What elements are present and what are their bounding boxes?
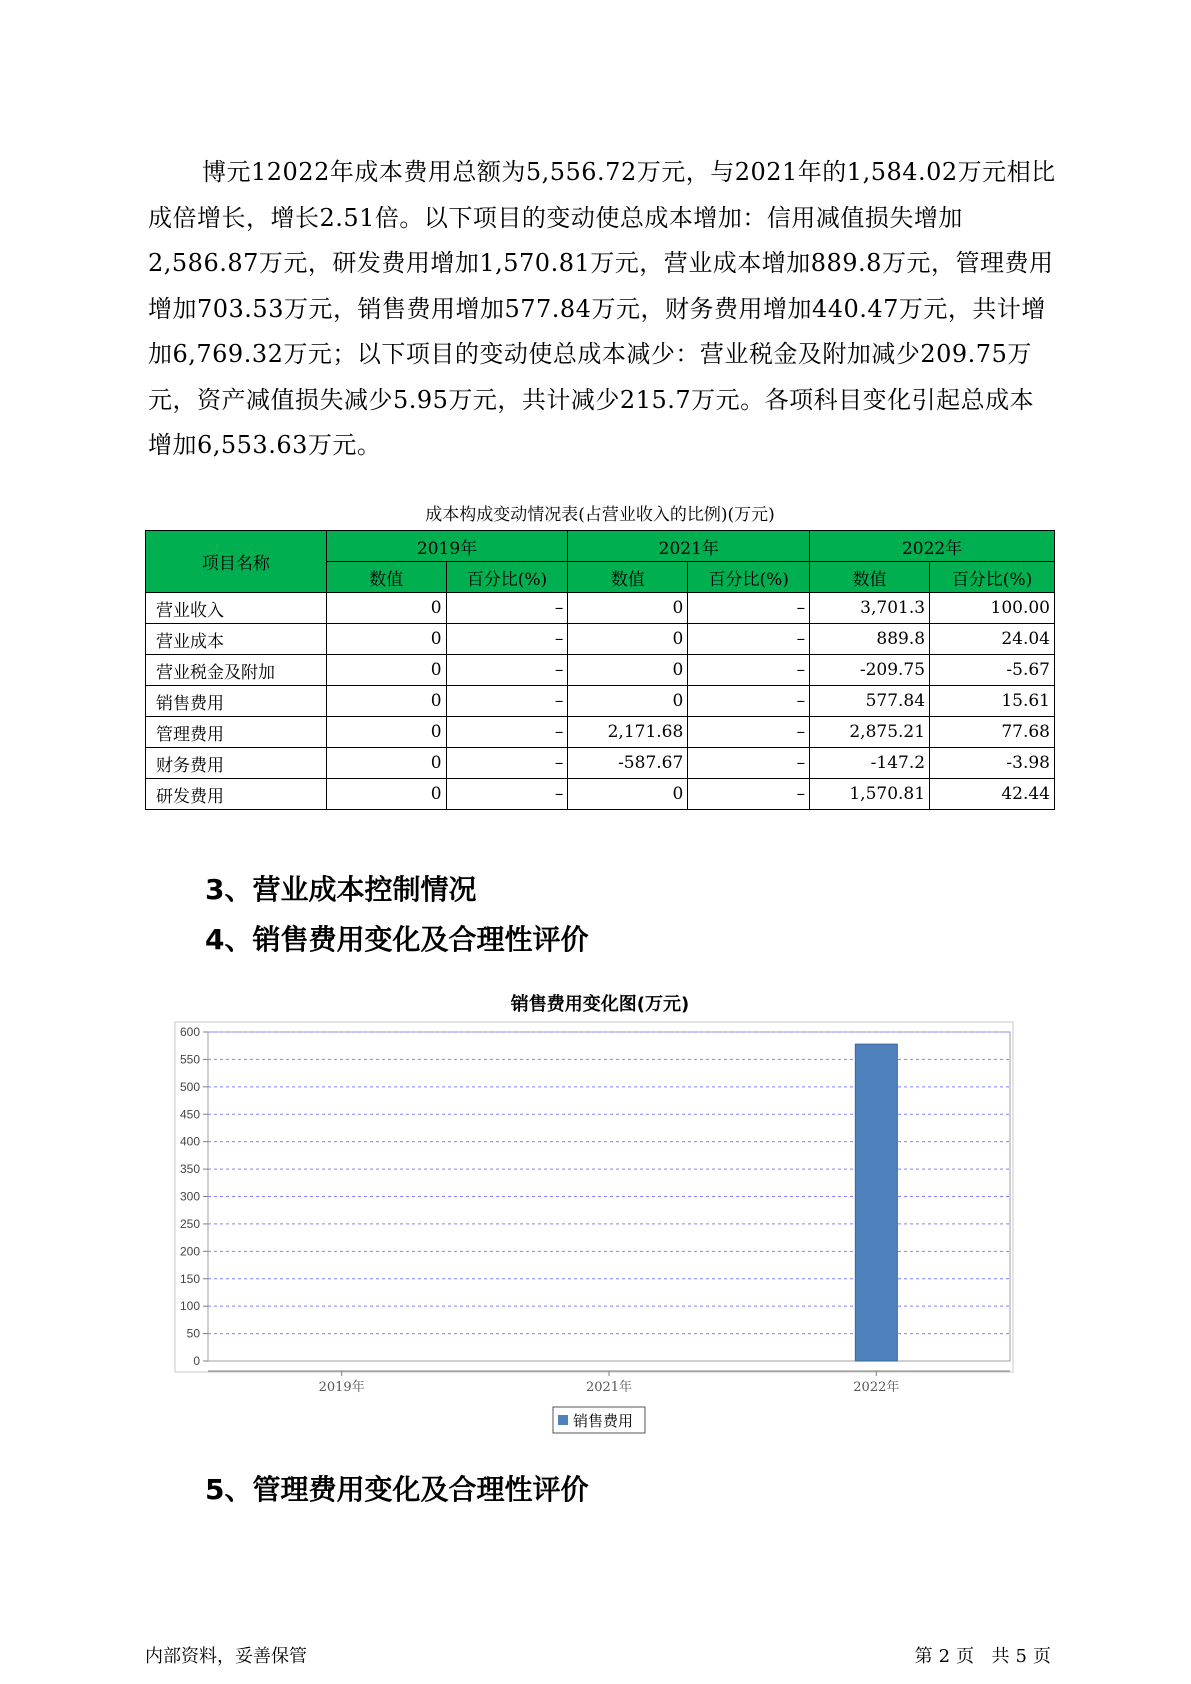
value-cell: 0 (326, 624, 446, 655)
y-tick-label: 0 (193, 1354, 200, 1368)
value-cell: 0 (568, 655, 688, 686)
y-tick-label: 100 (179, 1299, 200, 1314)
percent-cell: – (688, 624, 810, 655)
value-subheader: 数值 (326, 562, 446, 593)
page-number: 2 (938, 1646, 951, 1667)
footer-page-info (912, 1642, 1054, 1668)
summary-paragraph: 博元12022年成本费用总额为5,556.72万元，与2021年的1,584.02万元相比成倍增长，增长2.51倍。以下项目的变动使总成本增加：信用减值损失增加2,586.87万元，研发费用增加1,570.81万元，营业成本增加889.8万元，管理费用增加703.53万元，销售费用增加577.84万元，财务费用增加440.47万元，共计增加6,769.32万元；以下项目的变动使总成本减少：营业税金及附加减少209.75万元，资产减值损失减少5.95万元，共计减少215.7万元。各项科目变化引起总成本增加6,553.63万元。 (148, 158, 1056, 459)
percent-cell: – (446, 655, 568, 686)
value-cell: 0 (568, 686, 688, 717)
row-label: 销售费用 (146, 686, 327, 717)
total-pages: 5 (1015, 1646, 1027, 1667)
value-cell: 577.84 (810, 686, 930, 717)
page-label-pre: 第 (914, 1646, 933, 1667)
value-cell: 0 (326, 593, 446, 624)
value-subheader: 数值 (568, 562, 688, 593)
value-cell: -587.67 (568, 748, 688, 779)
bar (855, 1044, 897, 1361)
percent-cell: -5.67 (930, 655, 1055, 686)
total-label-post: 页 (1033, 1646, 1051, 1667)
value-cell: 0 (326, 779, 446, 810)
percent-cell: – (688, 593, 810, 624)
legend-label: 销售费用 (573, 1412, 634, 1430)
chart-title: 销售费用变化图(万元) (510, 994, 690, 1015)
row-label: 管理费用 (146, 717, 327, 748)
row-label: 财务费用 (146, 748, 327, 779)
percent-cell: – (446, 748, 568, 779)
value-cell: 0 (326, 717, 446, 748)
value-cell: 0 (326, 686, 446, 717)
percent-cell: – (688, 748, 810, 779)
percent-cell: 42.44 (930, 779, 1055, 810)
value-cell: 2,171.68 (568, 717, 688, 748)
y-tick-label: 500 (179, 1079, 200, 1094)
percent-cell: 77.68 (930, 717, 1055, 748)
y-tick-label: 400 (179, 1134, 200, 1149)
value-cell: 0 (568, 624, 688, 655)
page-label-mid: 页 (956, 1646, 975, 1667)
percent-cell: -3.98 (930, 748, 1055, 779)
value-cell: 0 (568, 593, 688, 624)
y-tick-label: 50 (186, 1326, 200, 1341)
row-label: 营业收入 (146, 593, 327, 624)
legend-swatch (558, 1415, 568, 1425)
value-cell: -209.75 (810, 655, 930, 686)
year-header: 2021年 (568, 531, 810, 562)
value-cell: 1,570.81 (810, 779, 930, 810)
percent-cell: – (446, 624, 568, 655)
value-cell: 3,701.3 (810, 593, 930, 624)
row-label: 营业成本 (146, 624, 327, 655)
percent-cell: – (688, 779, 810, 810)
percent-cell: – (446, 686, 568, 717)
section-heading-3: 3、营业成本控制情况 (205, 873, 477, 906)
value-cell: 0 (568, 779, 688, 810)
y-tick-label: 300 (179, 1189, 200, 1204)
section-heading-4: 4、销售费用变化及合理性评价 (205, 923, 589, 956)
y-tick-label: 150 (179, 1271, 200, 1286)
x-tick-label: 2019年 (318, 1380, 365, 1395)
year-header: 2019年 (326, 531, 568, 562)
x-tick-label: 2021年 (585, 1380, 633, 1395)
y-tick-label: 350 (179, 1162, 200, 1177)
value-cell: 2,875.21 (810, 717, 930, 748)
percent-cell: – (446, 593, 568, 624)
y-tick-label: 200 (179, 1244, 200, 1259)
total-label-pre: 共 (991, 1646, 1010, 1667)
value-cell: -147.2 (810, 748, 930, 779)
percent-subheader: 百分比(%) (930, 562, 1055, 593)
percent-cell: – (688, 655, 810, 686)
percent-subheader: 百分比(%) (688, 562, 810, 593)
percent-subheader: 百分比(%) (446, 562, 568, 593)
value-cell: 889.8 (810, 624, 930, 655)
row-label: 营业税金及附加 (146, 655, 327, 686)
y-tick-label: 450 (179, 1107, 200, 1122)
y-tick-label: 600 (179, 1025, 200, 1039)
y-tick-label: 550 (179, 1052, 200, 1067)
percent-cell: – (688, 717, 810, 748)
year-header: 2022年 (810, 531, 1055, 562)
percent-cell: – (446, 779, 568, 810)
footer-confidential-note: 内部资料，妥善保管 (145, 1646, 307, 1667)
section-heading-5: 5、管理费用变化及合理性评价 (205, 1473, 589, 1506)
y-tick-label: 250 (179, 1216, 200, 1231)
percent-cell: 100.00 (930, 593, 1055, 624)
item-name-header: 项目名称 (146, 531, 327, 593)
percent-cell: 24.04 (930, 624, 1055, 655)
x-tick-label: 2022年 (853, 1380, 900, 1395)
value-subheader: 数值 (810, 562, 930, 593)
value-cell: 0 (326, 655, 446, 686)
percent-cell: – (688, 686, 810, 717)
percent-cell: – (446, 717, 568, 748)
table-caption: 成本构成变动情况表(占营业收入的比例)(万元) (425, 505, 775, 525)
row-label: 研发费用 (146, 779, 327, 810)
percent-cell: 15.61 (930, 686, 1055, 717)
value-cell: 0 (326, 748, 446, 779)
